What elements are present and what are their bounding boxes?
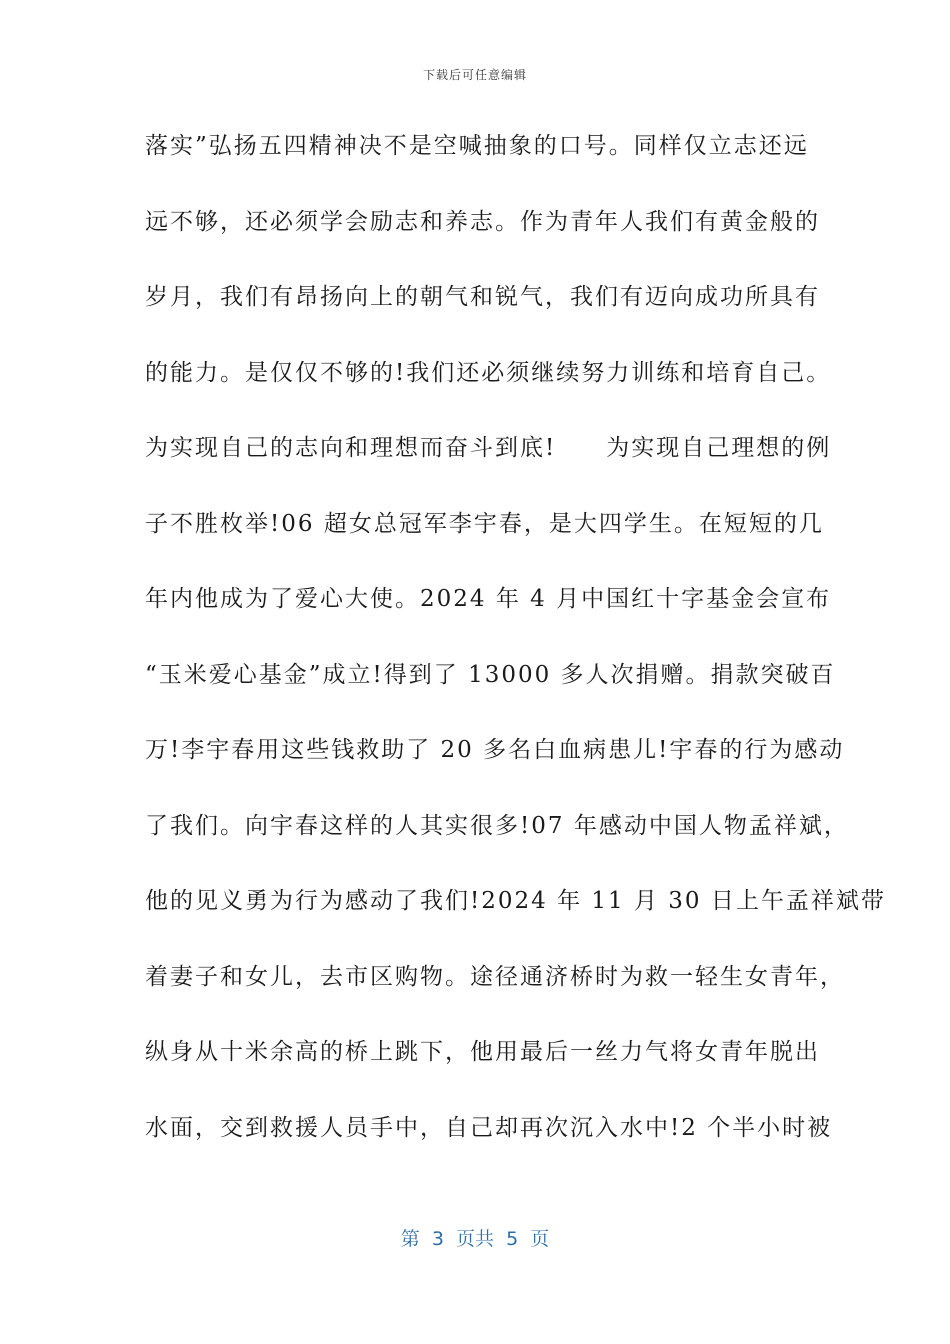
text-line: 为实现自己的志向和理想而奋斗到底! 为实现自己理想的例 bbox=[145, 435, 832, 461]
page-header: 下载后可任意编辑 bbox=[422, 68, 527, 82]
text-line: 水面，交到救援人员手中，自己却再次沉入水中!2 个半小时被 bbox=[145, 1114, 833, 1141]
text-line: 纵身从十米余高的桥上跳下，他用最后一丝力气将女青年脱出 bbox=[145, 1039, 820, 1065]
text-line: 子不胜枚举!06 超女总冠军李宇春，是大四学生。在短短的几 bbox=[145, 510, 824, 537]
text-line: 落实”弘扬五四精神决不是空喊抽象的口号。同样仅立志还远 bbox=[145, 133, 809, 159]
text-line: 岁月，我们有昂扬向上的朝气和锐气，我们有迈向成功所具有 bbox=[145, 284, 820, 310]
text-line: 年内他成为了爱心大使。2024 年 4 月中国红十字基金会宣布 bbox=[145, 586, 832, 612]
text-line: 远不够，还必须学会励志和养志。作为青年人我们有黄金般的 bbox=[145, 208, 820, 235]
text-line: 着妻子和女儿，去市区购物。途径通济桥时为救一轻生女青年， bbox=[145, 963, 845, 990]
body-text bbox=[145, 120, 886, 1177]
text-line: 了我们。向宇春这样的人其实很多!07 年感动中国人物孟祥斌， bbox=[145, 812, 849, 839]
text-line: 的能力。是仅仅不够的!我们还必须继续努力训练和培育自己。 bbox=[145, 359, 832, 386]
page-number-footer: 第 3 页共 5 页 bbox=[400, 1228, 550, 1250]
text-line: 他的见义勇为行为感动了我们!2024 年 11 月 30 日上午孟祥斌带 bbox=[145, 888, 886, 914]
text-line: “玉米爱心基金”成立!得到了 13000 多人次捐赠。捐款突破百 bbox=[145, 661, 836, 688]
text-line: 万!李宇春用这些钱救助了 20 多名白血病患儿!宇春的行为感动 bbox=[145, 737, 845, 763]
